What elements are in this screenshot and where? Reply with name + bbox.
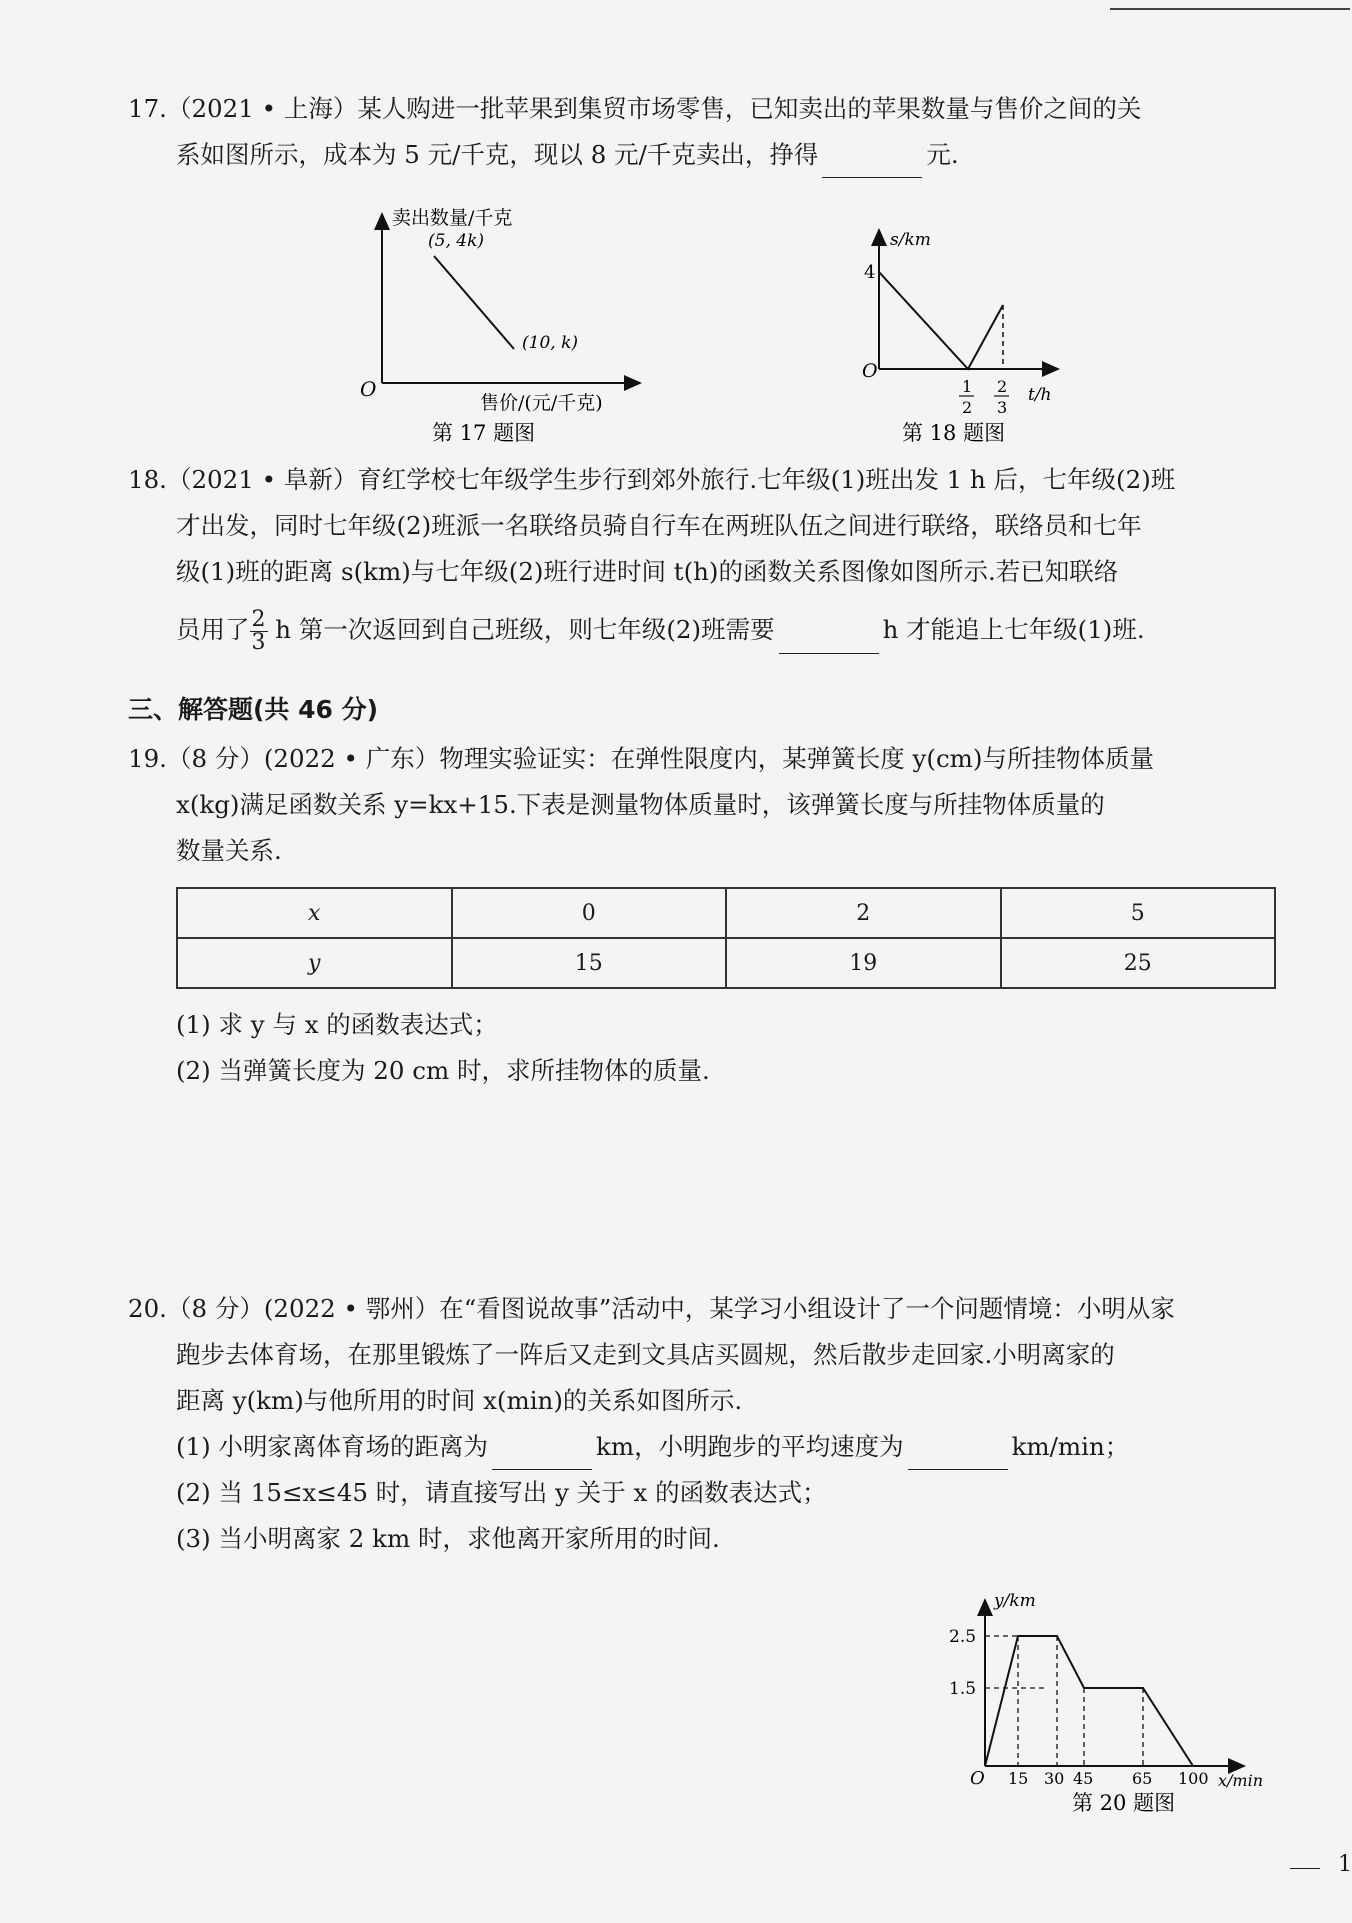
fig20-origin: O: [970, 1768, 985, 1789]
fig17-caption: 第 17 题图: [432, 421, 536, 445]
q17-line1: 17.（2021 • 上海）某人购进一批苹果到集贸市场零售，已知卖出的苹果数量与售价之间的关: [128, 94, 1142, 123]
table-row: [177, 938, 1275, 988]
table-cell: 15: [452, 938, 727, 988]
q19-sub2: (2) 当弹簧长度为 20 cm 时，求所挂物体的质量.: [176, 1056, 710, 1085]
page-rule: [1290, 1868, 1320, 1869]
q20-sub3: (3) 当小明离家 2 km 时，求他离开家所用的时间.: [176, 1524, 720, 1553]
q20-text: [128, 1286, 1298, 1562]
table-row: [177, 888, 1275, 938]
fig18-origin: O: [862, 360, 878, 382]
fig18-line: [879, 272, 1003, 369]
fig18-ylabel: s/km: [890, 230, 931, 250]
q20-blank-distance[interactable]: [492, 1441, 592, 1470]
table-cell: 25: [1001, 938, 1276, 988]
q19-line3: 数量关系.: [176, 836, 282, 865]
fig20-ylabel: y/km: [994, 1591, 1036, 1611]
fig18-xtick2-den: 3: [997, 398, 1008, 417]
q17-line2: 系如图所示，成本为 5 元/千克，现以 8 元/千克卖出，挣得 元.: [128, 132, 1298, 178]
q18-text: [128, 457, 1298, 654]
table-cell: y: [177, 938, 452, 988]
q19-sub1: (1) 求 y 与 x 的函数表达式；: [176, 1010, 498, 1039]
q20-line2: 跑步去体育场，在那里锻炼了一阵后又走到文具店买圆规，然后散步走回家.小明离家的: [176, 1340, 1115, 1369]
table-cell: 19: [726, 938, 1001, 988]
q18-line4: 员用了 $\frac{2}{3}$ h 第一次返回到自己班级，则七年级(2)班需要 h 才能追上七年级(1)班.: [176, 607, 1145, 655]
fig17-line: [434, 256, 514, 349]
q18-line3: 级(1)班的距离 s(km)与七年级(2)班行进时间 t(h)的函数关系图像如图所示.若已知联络: [176, 557, 1119, 586]
fig18-xtick1-den: 2: [962, 398, 973, 417]
fig20-ytick: 1.5: [949, 1679, 977, 1699]
q18-line1: 18.（2021 • 阜新）育红学校七年级学生步行到郊外旅行.七年级(1)班出发 1 h 后，七年级(2)班: [128, 465, 1176, 494]
fig17-origin: O: [360, 377, 377, 401]
fig20-xlabel: x/min: [1218, 1771, 1264, 1790]
fig18-caption: 第 18 题图: [902, 421, 1006, 445]
q19-line2: x(kg)满足函数关系 y=kx+15.下表是测量物体质量时，该弹簧长度与所挂物体质量的: [176, 790, 1105, 819]
fig20-ytick: 2.5: [949, 1627, 977, 1647]
fig20-line: [985, 1636, 1193, 1766]
fig17-point2: (10, k): [522, 333, 579, 353]
figure-17: [340, 200, 680, 450]
q20-sub1: (1) 小明家离体育场的距离为 km，小明跑步的平均速度为 km/min；: [128, 1424, 1298, 1470]
fig18-xtick1-num: 1: [962, 377, 973, 396]
q20-sub2: (2) 当 15≤x≤45 时，请直接写出 y 关于 x 的函数表达式；: [176, 1478, 827, 1507]
page-number: 1: [1338, 1852, 1352, 1877]
table-cell: 2: [726, 888, 1001, 938]
fig17-point1: (5, 4k): [428, 231, 485, 251]
q18-line2: 才出发，同时七年级(2)班派一名联络员骑自行车在两班队伍之间进行联络，联络员和七年: [176, 511, 1142, 540]
q19-subquestions: [128, 1002, 1346, 1094]
fig17-xlabel: 售价/(元/千克): [480, 392, 603, 414]
fig17-ylabel: 卖出数量/千克: [392, 207, 513, 229]
q20-line3: 距离 y(km)与他所用的时间 x(min)的关系如图所示.: [176, 1386, 743, 1415]
figure-18: [850, 222, 1080, 450]
fig20-caption: 第 20 题图: [1072, 1791, 1176, 1815]
q19-line1: 19.（8 分）(2022 • 广东）物理实验证实：在弹性限度内，某弹簧长度 y(cm)与所挂物体质量: [128, 744, 1154, 773]
q18-answer-blank[interactable]: [779, 625, 879, 654]
q18-fraction: $\frac{2}{3}$: [251, 607, 266, 655]
q19-text: [128, 736, 1298, 874]
fig20-xtick: 30: [1044, 1769, 1065, 1788]
fig20-xtick: 15: [1008, 1769, 1029, 1788]
fig18-xlabel: t/h: [1028, 385, 1052, 405]
top-rule: [1110, 8, 1350, 10]
fig18-xtick2-num: 2: [997, 377, 1008, 396]
q17-answer-blank[interactable]: [822, 149, 922, 178]
q20-blank-speed[interactable]: [908, 1441, 1008, 1470]
q19-table: [176, 887, 1276, 989]
table-cell: 0: [452, 888, 727, 938]
fig20-xtick: 45: [1073, 1769, 1094, 1788]
section-heading: 三、解答题(共 46 分): [128, 695, 379, 724]
fig20-xtick: 100: [1178, 1769, 1209, 1788]
figure-20: [948, 1588, 1308, 1838]
fig20-xtick: 65: [1132, 1769, 1153, 1788]
fig18-ytick: 4: [864, 262, 876, 283]
table-cell: x: [177, 888, 452, 938]
q17-text: [128, 86, 1298, 178]
table-cell: 5: [1001, 888, 1276, 938]
q20-line1: 20.（8 分）(2022 • 鄂州）在“看图说故事”活动中，某学习小组设计了一个问题情境：小明从家: [128, 1294, 1175, 1323]
